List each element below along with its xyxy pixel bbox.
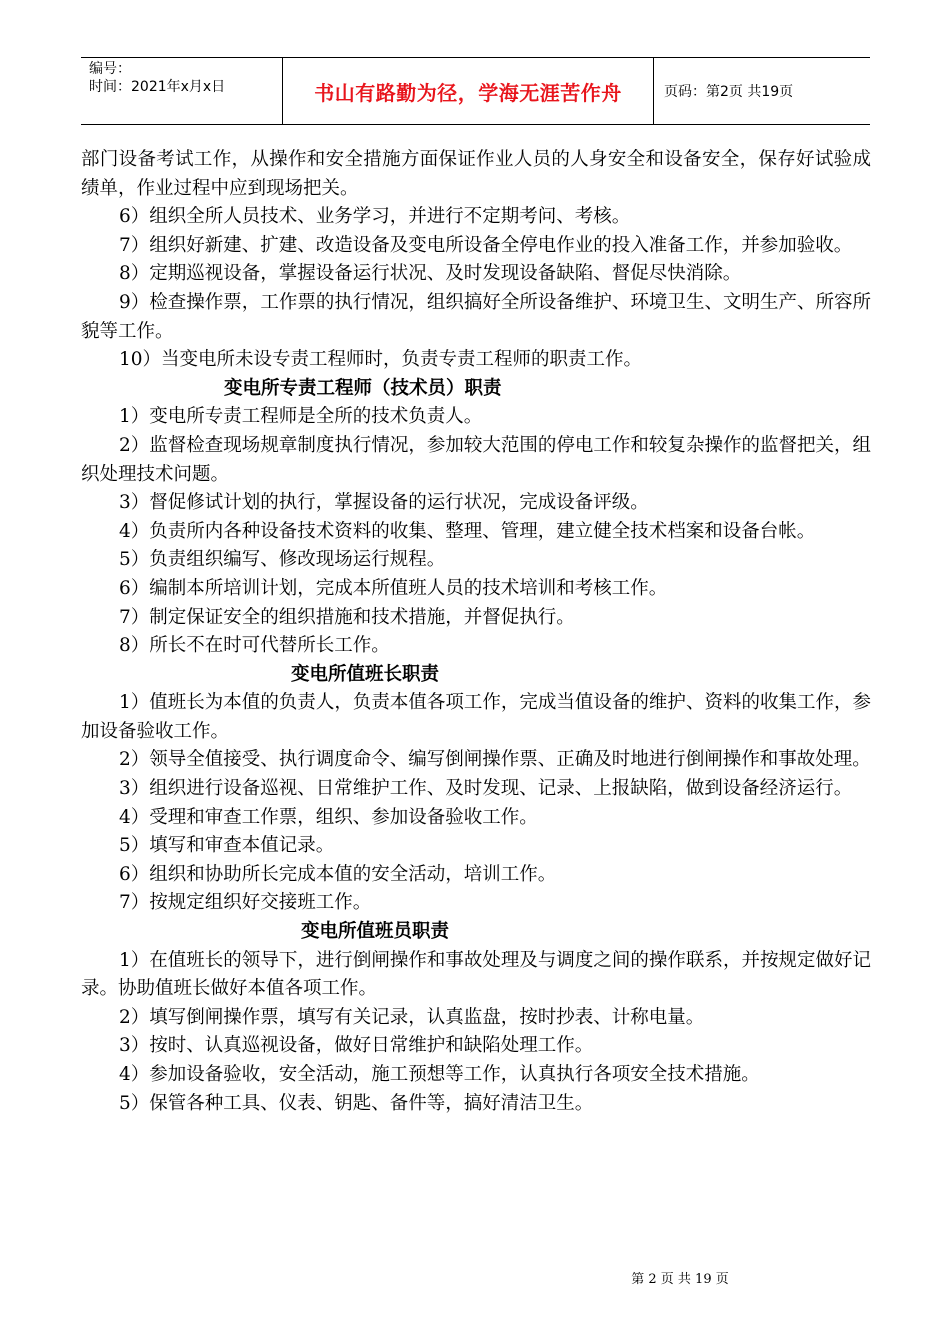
body-paragraph: 3）组织进行设备巡视、日常维护工作、及时发现、记录、上报缺陷，做到设备经济运行。 (119, 778, 853, 800)
document-number-label: 编号： (89, 61, 131, 77)
section-heading: 变电所值班员职责 (301, 921, 450, 943)
header-meta (81, 58, 282, 124)
body-paragraph: 4）受理和审查工作票，组织、参加设备验收工作。 (119, 806, 538, 828)
body-paragraph: 6）组织全所人员技术、业务学习，并进行不定期考问、考核。 (119, 206, 631, 228)
section-heading: 变电所值班长职责 (291, 663, 440, 685)
body-paragraph: 7）制定保证安全的组织措施和技术措施，并督促执行。 (119, 606, 575, 628)
body-paragraph: 3）按时、认真巡视设备，做好日常维护和缺陷处理工作。 (119, 1035, 594, 1057)
page-header (81, 57, 870, 125)
body-paragraph: 2）领导全值接受、执行调度命令、编写倒闸操作票、正确及时地进行倒闸操作和事故处理。 (119, 749, 871, 771)
body-paragraph: 5）保管各种工具、仪表、钥匙、备件等，搞好清洁卫生。 (119, 1092, 594, 1114)
body-paragraph: 6）组织和协助所长完成本值的安全活动，培训工作。 (119, 863, 557, 885)
body-paragraph: 6）编制本所培训计划，完成本所值班人员的技术培训和考核工作。 (119, 577, 668, 599)
body-paragraph: 1）值班长为本值的负责人，负责本值各项工作，完成当值设备的维护、资料的收集工作，参加设备验收工作。 (81, 692, 871, 742)
body-paragraph: 部门设备考试工作，从操作和安全措施方面保证作业人员的人身安全和设备安全，保存好试验成绩单，作业过程中应到现场把关。 (81, 149, 871, 199)
body-paragraph: 2）填写倒闸操作票，填写有关记录，认真监盘，按时抄表、计称电量。 (119, 1006, 705, 1028)
body-paragraph: 4）负责所内各种设备技术资料的收集、整理、管理，建立健全技术档案和设备台帐。 (119, 520, 816, 542)
body-paragraph: 8）定期巡视设备，掌握设备运行状况、及时发现设备缺陷、督促尽快消除。 (119, 263, 742, 285)
body-paragraph: 5）填写和审查本值记录。 (119, 835, 335, 857)
header-page-info: 页码：第2页 共19页 (664, 84, 794, 100)
page-footer: 第 2 页 共 19 页 (631, 1272, 729, 1287)
body-paragraph: 1）变电所专责工程师是全所的技术负责人。 (119, 406, 483, 428)
body-paragraph: 10）当变电所未设专责工程师时，负责专责工程师的职责工作。 (119, 349, 643, 371)
body-paragraph: 7）按规定组织好交接班工作。 (119, 892, 372, 914)
body-paragraph: 2）监督检查现场规章制度执行情况，参加较大范围的停电工作和较复杂操作的监督把关，组织处理技术问题。 (81, 434, 871, 485)
body-paragraph: 3）督促修试计划的执行，掌握设备的运行状况，完成设备评级。 (119, 492, 649, 514)
body-paragraph: 5）负责组织编写、修改现场运行规程。 (119, 549, 446, 571)
body-paragraph: 7）组织好新建、扩建、改造设备及变电所设备全停电作业的投入准备工作，并参加验收。 (119, 234, 853, 256)
document-body (81, 146, 871, 1118)
body-paragraph: 1）在值班长的领导下，进行倒闸操作和事故处理及与调度之间的操作联系，并按规定做好记录。协助值班长做好本值各项工作。 (81, 949, 871, 1000)
body-paragraph: 9）检查操作票，工作票的执行情况，组织搞好全所设备维护、环境卫生、文明生产、所容所貌等工作。 (81, 291, 871, 342)
header-motto: 书山有路勤为径，学海无涯苦作舟 (282, 58, 654, 124)
section-heading: 变电所专责工程师（技术员）职责 (224, 377, 502, 399)
body-paragraph: 8）所长不在时可代替所长工作。 (119, 635, 390, 657)
document-time-label: 时间：2021年x月x日 (89, 79, 226, 95)
body-paragraph: 4）参加设备验收，安全活动，施工预想等工作，认真执行各项安全技术措施。 (119, 1064, 760, 1085)
